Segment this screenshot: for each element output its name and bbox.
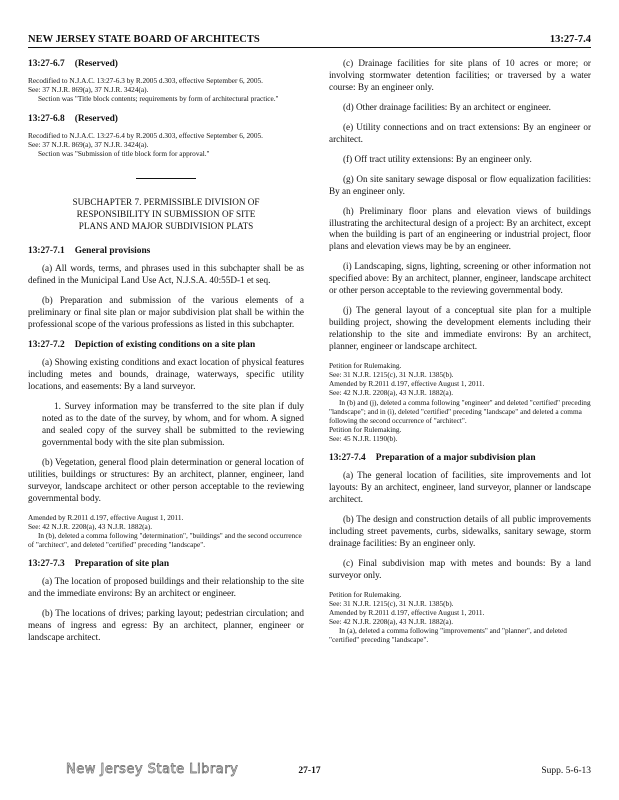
paragraph: (b) Preparation and submission of the various elements of a preliminary or final site plan or major subdivision plat shall be within the professional scope of the various professions as listed in this subchapter. <box>28 295 304 329</box>
history-note: See: 42 N.J.R. 2208(a), 43 N.J.R. 1882(a). <box>329 388 454 398</box>
history-note: Petition for Rulemaking. <box>329 589 402 599</box>
page-number: 27-17 <box>298 766 321 776</box>
paragraph: (i) Landscaping, signs, lighting, screening or other information not specified above: By an architect, planner, engineer, landscape architect or other person acceptable to the reviewing governmental body. <box>329 261 591 296</box>
history-notes-7-4 <box>329 590 591 645</box>
history-note: Section was "Submission of title block form for approval." <box>38 148 210 158</box>
paragraph: (e) Utility connections and on tract extensions: By an engineer or architect. <box>329 121 591 144</box>
subchapter-title: SUBCHAPTER 7. PERMISSIBLE DIVISION OF RESPONSIBILITY IN SUBMISSION OF SITE PLANS AND MAJOR SUBDIVISION PLATS <box>72 197 260 231</box>
section-heading-7-4: 13:27-7.4 Preparation of a major subdivision plan <box>329 453 536 464</box>
page-footer <box>28 760 591 780</box>
history-note: Section was "Title block contents; requirements by form of architectural practice." <box>38 94 279 104</box>
paragraph: (b) The locations of drives; parking layout; pedestrian circulation; and means of ingress and egress: By an architect, planner, engineer or landscape architect. <box>28 608 304 643</box>
history-note: Amended by R.2011 d.197, effective August 1, 2011. <box>28 512 184 522</box>
paragraph: (a) The location of proposed buildings and their relationship to the site and the immediate environs: By an architect or engineer. <box>28 576 304 599</box>
left-column <box>28 58 304 652</box>
supplement-date: Supp. 5-6-13 <box>541 766 591 776</box>
history-notes-7-3 <box>329 361 591 443</box>
history-notes-7-2 <box>28 513 304 549</box>
section-heading-7-3: 13:27-7.3 Preparation of site plan <box>28 559 170 570</box>
history-note: Petition for Rulemaking. <box>329 361 402 371</box>
paragraph: (b) The design and construction details of all public improvements including street pavements, curbs, sidewalks, sanitary sewage, storm drainage facilities: By an engineer only. <box>329 514 591 549</box>
history-note: Amended by R.2011 d.197, effective August 1, 2011. <box>329 608 485 618</box>
right-column <box>329 58 591 654</box>
history-note: See: 42 N.J.R. 2208(a), 43 N.J.R. 1882(a). <box>28 521 153 531</box>
paragraph: (h) Preliminary floor plans and elevation views of buildings illustrating the architectural design of a project: By an architect, except when the building is part of an engineering or industrial project, floor plans and elevation views may be by an engineer. <box>329 205 591 252</box>
paragraph: (g) On site sanitary sewage disposal or flow equalization facilities: By an engineer only. <box>329 173 591 196</box>
history-note: See: 37 N.J.R. 869(a), 37 N.J.R. 3424(a). <box>28 85 149 95</box>
paragraph: (c) Drainage facilities for site plans of 10 acres or more; or involving stormwater detention facilities; or traversed by a water course: By an engineer only. <box>329 58 591 92</box>
history-notes-6-8 <box>28 131 304 158</box>
subparagraph: 1. Survey information may be transferred to the site plan if duly noted as to the date of the survey, by whom, and for whom. A signed and sealed copy of the survey shall be submitted to the reviewing governmental body with the site plan submission. <box>42 401 304 447</box>
paragraph: (a) The general location of facilities, site improvements and lot layouts: By an architect, engineer, land surveyor, planner or landscape architect. <box>329 470 591 505</box>
history-note: Recodified to N.J.A.C. 13:27-6.4 by R.2005 d.303, effective September 6, 2005. <box>28 130 263 140</box>
library-watermark: New Jersey State Library <box>66 762 239 777</box>
paragraph: (d) Other drainage facilities: By an architect or engineer. <box>343 101 551 112</box>
paragraph: (b) Vegetation, general flood plain determination or general location of utilities, buildings or structures: By an architect, planner, engineer, land surveyor, landscape architect or other person acceptable to the reviewing governmental body. <box>28 456 304 503</box>
paragraph: (f) Off tract utility extensions: By an engineer only. <box>343 153 532 164</box>
history-notes-6-7 <box>28 76 304 103</box>
history-note: Recodified to N.J.A.C. 13:27-6.3 by R.2005 d.303, effective September 6, 2005. <box>28 76 263 86</box>
paragraph: (c) Final subdivision map with metes and bounds: By a land surveyor only. <box>329 557 591 580</box>
divider <box>136 178 196 179</box>
history-note: See: 42 N.J.R. 2208(a), 43 N.J.R. 1882(a). <box>329 617 454 627</box>
history-note: See: 31 N.J.R. 1215(c), 31 N.J.R. 1385(b). <box>329 599 454 608</box>
paragraph: (j) The general layout of a conceptual site plan for a multiple building project, showing the development elements including their relationship to the site and immediate environs: By an architect, planner, engineer or landscape architect. <box>329 305 591 352</box>
history-note: In (a), deleted a comma following "improvements" and "planner", and deleted "certified" preceding "landscape". <box>329 626 567 645</box>
section-heading-7-2: 13:27-7.2 Depiction of existing conditions on a site plan <box>28 339 256 350</box>
running-header <box>28 27 591 48</box>
history-note: See: 31 N.J.R. 1215(c), 31 N.J.R. 1385(b). <box>329 370 454 380</box>
history-note: Amended by R.2011 d.197, effective August 1, 2011. <box>329 379 485 389</box>
history-note: In (b) and (j), deleted a comma following "engineer" and deleted "certified" preceding "landscape"; and in (i), deleted "certified" preceding "landscape" and deleted a comma following the second occurrence of "architect". <box>329 397 591 425</box>
paragraph: (a) Showing existing conditions and exact location of physical features including metes and bounds, drainage, waterways, specific utility locations, and easements: By a land surveyor. <box>28 357 304 392</box>
history-note: See: 37 N.J.R. 869(a), 37 N.J.R. 3424(a). <box>28 139 149 149</box>
header-title: NEW JERSEY STATE BOARD OF ARCHITECTS <box>28 34 260 45</box>
section-heading-6-7: 13:27-6.7 (Reserved) <box>28 59 118 69</box>
history-note: Petition for Rulemaking. <box>329 424 402 434</box>
section-heading-6-8: 13:27-6.8 (Reserved) <box>28 113 118 124</box>
history-note: See: 45 N.J.R. 1190(b). <box>329 433 398 443</box>
header-section: 13:27-7.4 <box>549 34 591 45</box>
section-heading-7-1: 13:27-7.1 General provisions <box>28 245 151 256</box>
paragraph: (a) All words, terms, and phrases used in this subchapter shall be as defined in the Municipal Land Use Act, N.J.S.A. 40:55D-1 et seq. <box>28 263 304 286</box>
history-note: In (b), deleted a comma following "determination", "buildings" and the second occurrence of "architect", and deleted "certified" preceding "landscape". <box>28 530 302 549</box>
